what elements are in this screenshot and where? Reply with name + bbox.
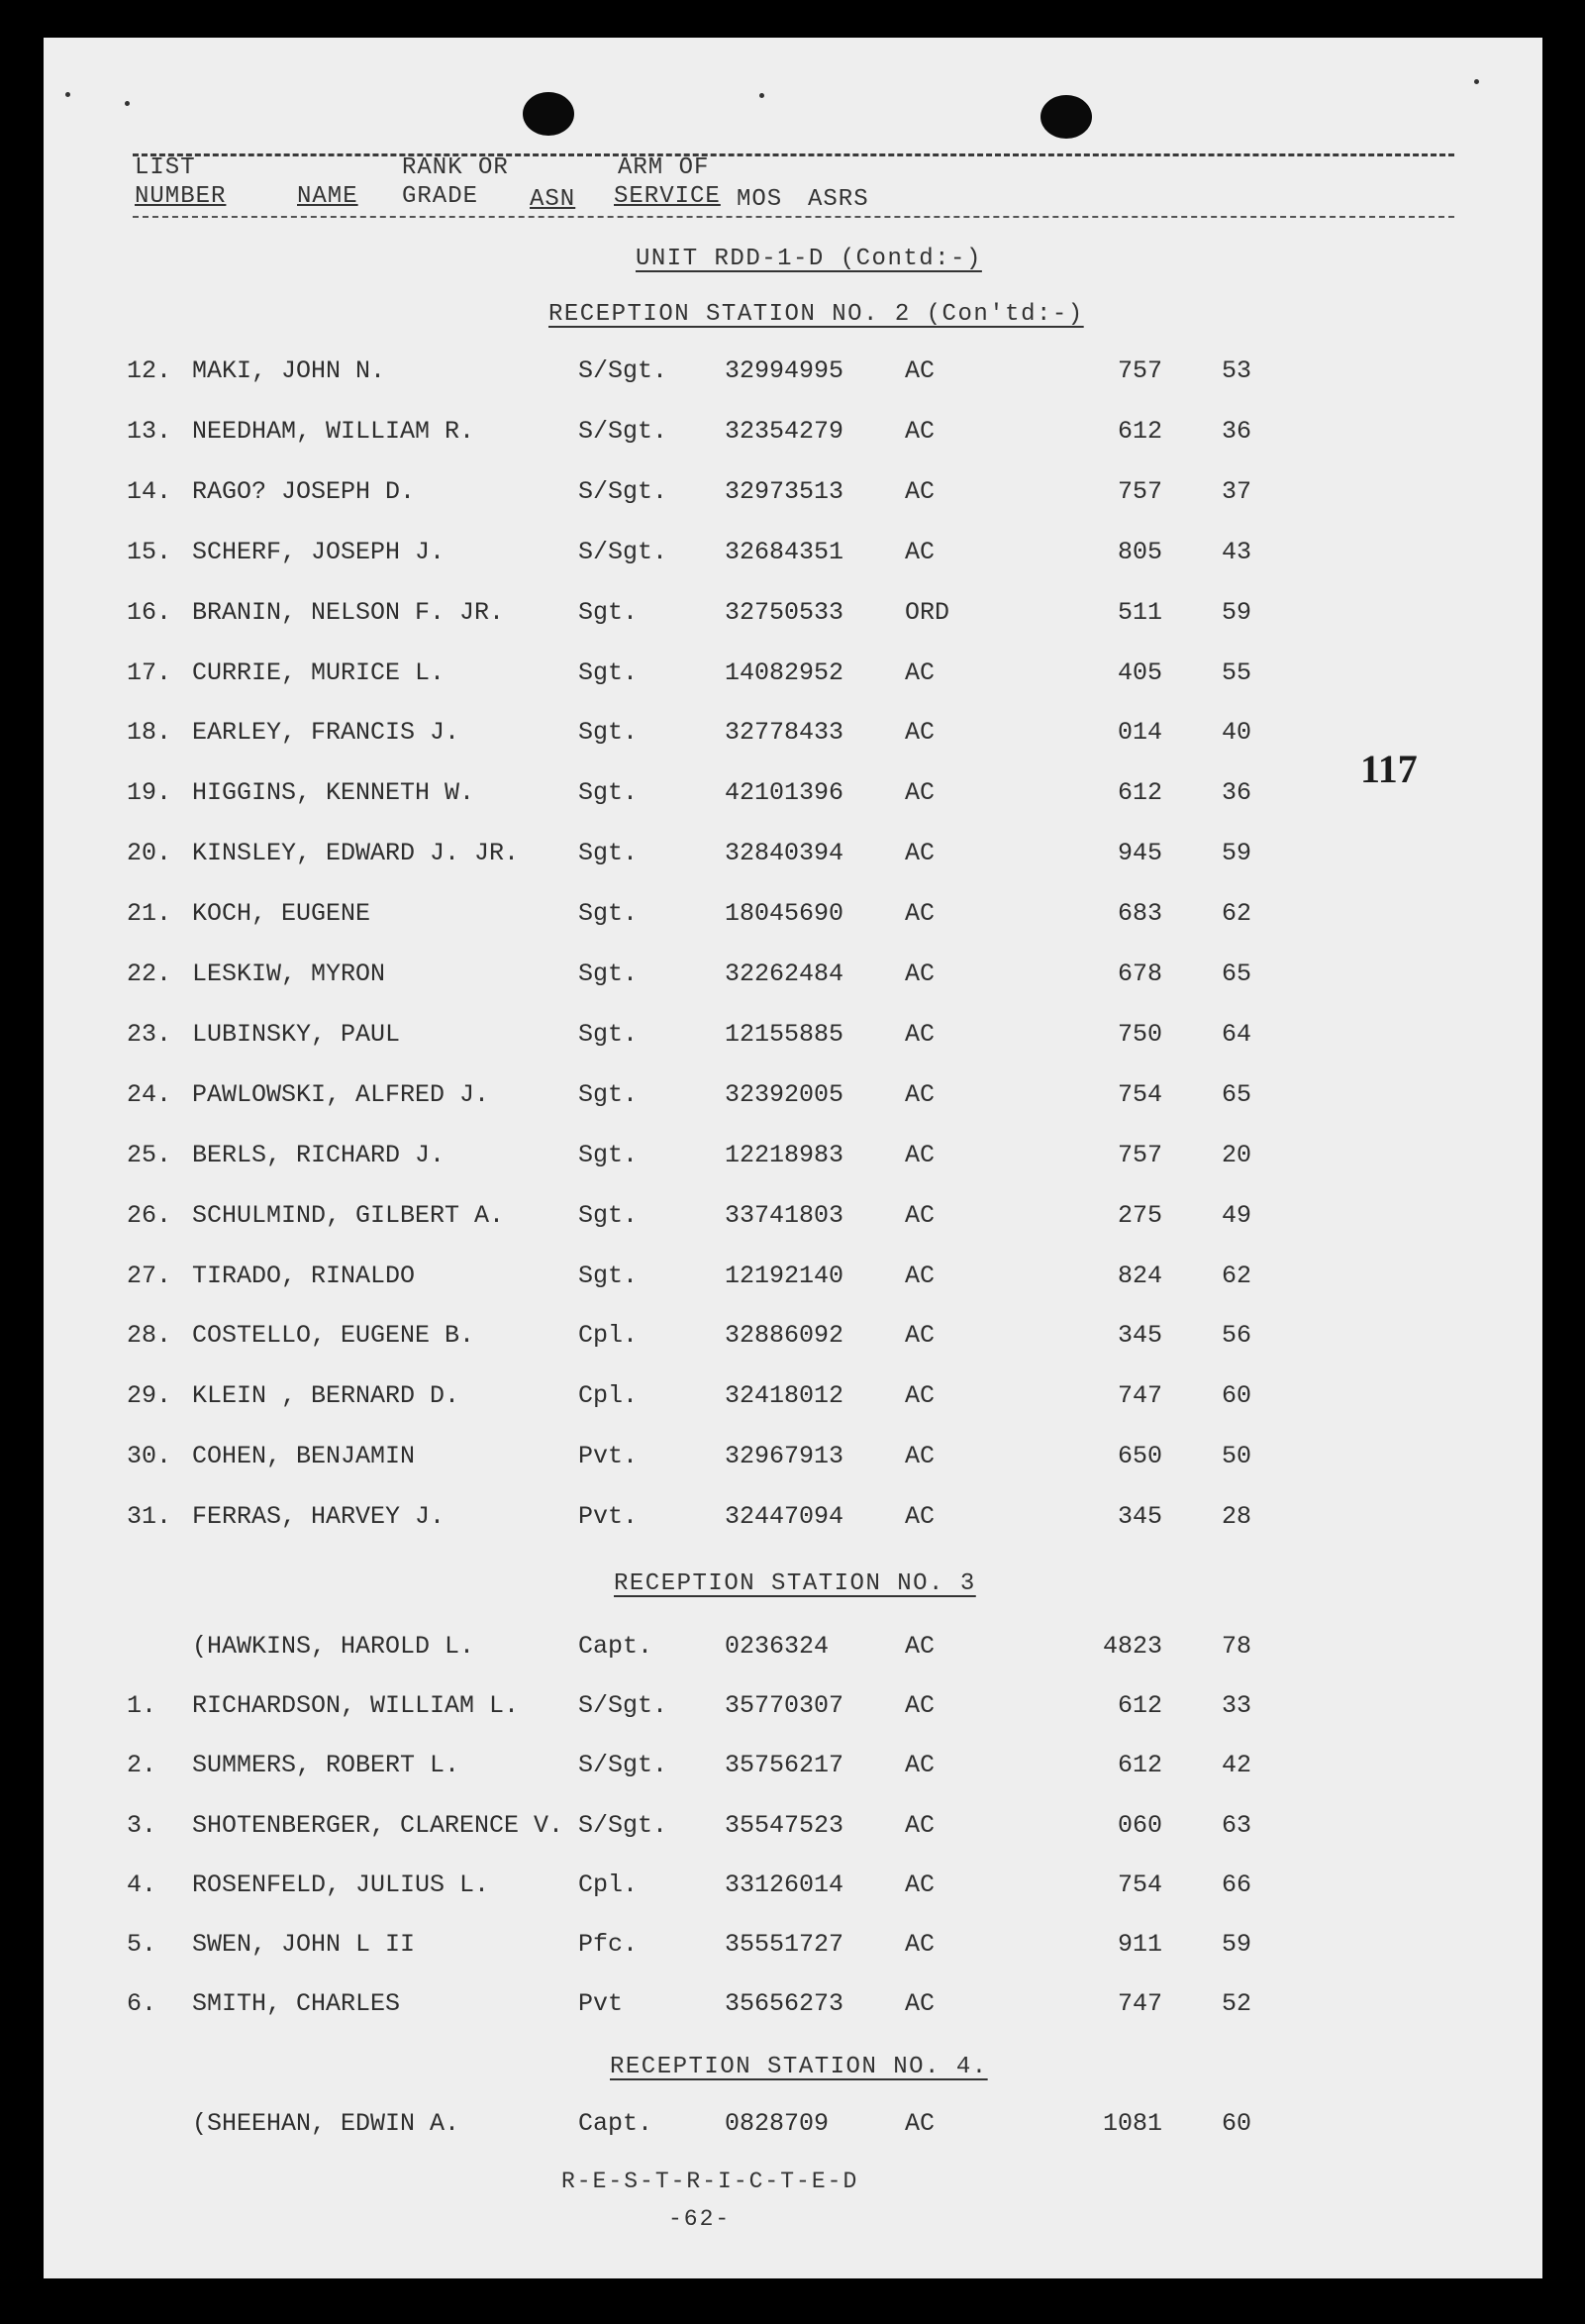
cell-asn: 35756217 xyxy=(725,1751,844,1779)
cell-mos: 060 xyxy=(1117,1811,1162,1840)
cell-asrs: 56 xyxy=(1221,1321,1251,1350)
cell-list-number: 28. xyxy=(127,1321,172,1350)
cell-asrs: 62 xyxy=(1221,1262,1251,1290)
cell-arm-of-service: AC xyxy=(905,1632,936,1661)
table-row xyxy=(44,1930,1542,1970)
cell-arm-of-service: AC xyxy=(905,1381,936,1410)
footer-classification: R-E-S-T-R-I-C-T-E-D xyxy=(561,2169,859,2194)
section-2-heading: RECEPTION STATION NO. 2 (Con'td:-) xyxy=(548,301,1084,328)
cell-rank: Sgt. xyxy=(578,718,639,747)
cell-arm-of-service: AC xyxy=(905,658,936,687)
cell-rank: S/Sgt. xyxy=(578,477,668,506)
speck xyxy=(759,93,764,98)
cell-name: PAWLOWSKI, ALFRED J. xyxy=(192,1080,490,1109)
cell-list-number: 2. xyxy=(127,1751,157,1779)
cell-name: CURRIE, MURICE L. xyxy=(192,658,446,687)
cell-list-number: 24. xyxy=(127,1080,172,1109)
cell-list-number: 1. xyxy=(127,1691,157,1720)
cell-name: HIGGINS, KENNETH W. xyxy=(192,778,475,807)
cell-arm-of-service: AC xyxy=(905,538,936,566)
cell-mos: 757 xyxy=(1117,477,1162,506)
footer-page-number: -62- xyxy=(668,2206,732,2232)
table-row xyxy=(44,356,1542,396)
cell-asrs: 65 xyxy=(1221,1080,1251,1109)
cell-asrs: 33 xyxy=(1221,1691,1251,1720)
cell-asrs: 78 xyxy=(1221,1632,1251,1661)
cell-mos: 612 xyxy=(1117,1691,1162,1720)
cell-arm-of-service: AC xyxy=(905,1989,936,2018)
cell-mos: 650 xyxy=(1117,1442,1162,1470)
cell-rank: Cpl. xyxy=(578,1870,639,1899)
cell-asn: 32262484 xyxy=(725,960,844,988)
cell-mos: 612 xyxy=(1117,778,1162,807)
cell-asrs: 42 xyxy=(1221,1751,1251,1779)
cell-asrs: 60 xyxy=(1221,2109,1251,2138)
document-page xyxy=(44,38,1542,2278)
header-rank-bottom: GRADE xyxy=(402,183,479,210)
cell-asn: 32392005 xyxy=(725,1080,844,1109)
cell-asn: 0236324 xyxy=(725,1632,830,1661)
header-mos: MOS xyxy=(737,186,783,213)
cell-list-number: 12. xyxy=(127,356,172,385)
header-name: NAME xyxy=(297,183,358,210)
table-row xyxy=(44,839,1542,878)
table-row xyxy=(44,538,1542,577)
cell-asn: 35547523 xyxy=(725,1811,844,1840)
cell-rank: Pvt. xyxy=(578,1442,639,1470)
cell-asrs: 64 xyxy=(1221,1020,1251,1049)
cell-list-number: 29. xyxy=(127,1381,172,1410)
cell-rank: S/Sgt. xyxy=(578,356,668,385)
cell-rank: Sgt. xyxy=(578,658,639,687)
speck xyxy=(65,92,70,97)
cell-asrs: 37 xyxy=(1221,477,1251,506)
table-row xyxy=(44,1502,1542,1542)
cell-list-number: 3. xyxy=(127,1811,157,1840)
cell-name: FERRAS, HARVEY J. xyxy=(192,1502,446,1531)
cell-asrs: 59 xyxy=(1221,1930,1251,1959)
cell-rank: S/Sgt. xyxy=(578,1691,668,1720)
table-row xyxy=(44,1262,1542,1301)
cell-mos: 275 xyxy=(1117,1201,1162,1230)
table-row xyxy=(44,477,1542,517)
table-row xyxy=(44,899,1542,939)
header-arm-bottom: SERVICE xyxy=(614,183,721,210)
cell-arm-of-service: AC xyxy=(905,1020,936,1049)
cell-rank: Capt. xyxy=(578,2109,653,2138)
cell-asn: 12192140 xyxy=(725,1262,844,1290)
cell-list-number: 5. xyxy=(127,1930,157,1959)
table-row xyxy=(44,1811,1542,1851)
cell-asn: 0828709 xyxy=(725,2109,830,2138)
cell-list-number: 16. xyxy=(127,598,172,627)
cell-mos: 747 xyxy=(1117,1381,1162,1410)
cell-rank: Capt. xyxy=(578,1632,653,1661)
cell-asrs: 49 xyxy=(1221,1201,1251,1230)
cell-mos: 612 xyxy=(1117,417,1162,446)
cell-list-number: 20. xyxy=(127,839,172,867)
cell-name: BRANIN, NELSON F. JR. xyxy=(192,598,505,627)
cell-arm-of-service: AC xyxy=(905,778,936,807)
cell-mos: 014 xyxy=(1117,718,1162,747)
cell-name: LUBINSKY, PAUL xyxy=(192,1020,401,1049)
cell-asrs: 62 xyxy=(1221,899,1251,928)
cell-asrs: 40 xyxy=(1221,718,1251,747)
cell-asrs: 63 xyxy=(1221,1811,1251,1840)
cell-asrs: 55 xyxy=(1221,658,1251,687)
table-row xyxy=(44,960,1542,999)
cell-rank: S/Sgt. xyxy=(578,1811,668,1840)
cell-name: (SHEEHAN, EDWIN A. xyxy=(192,2109,460,2138)
cell-asrs: 28 xyxy=(1221,1502,1251,1531)
cell-asrs: 53 xyxy=(1221,356,1251,385)
cell-arm-of-service: AC xyxy=(905,2109,936,2138)
cell-arm-of-service: AC xyxy=(905,960,936,988)
cell-arm-of-service: AC xyxy=(905,1442,936,1470)
cell-name: COSTELLO, EUGENE B. xyxy=(192,1321,475,1350)
cell-list-number: 18. xyxy=(127,718,172,747)
cell-arm-of-service: AC xyxy=(905,1930,936,1959)
cell-list-number: 21. xyxy=(127,899,172,928)
cell-asrs: 65 xyxy=(1221,960,1251,988)
cell-rank: Pvt. xyxy=(578,1502,639,1531)
cell-name: EARLEY, FRANCIS J. xyxy=(192,718,460,747)
cell-list-number: 26. xyxy=(127,1201,172,1230)
unit-heading: UNIT RDD-1-D (Contd:-) xyxy=(636,246,982,272)
cell-name: LESKIW, MYRON xyxy=(192,960,386,988)
cell-mos: 750 xyxy=(1117,1020,1162,1049)
cell-arm-of-service: AC xyxy=(905,899,936,928)
cell-rank: Sgt. xyxy=(578,1080,639,1109)
table-row xyxy=(44,598,1542,638)
cell-list-number: 31. xyxy=(127,1502,172,1531)
table-row xyxy=(44,778,1542,818)
cell-name: SHOTENBERGER, CLARENCE V. xyxy=(192,1811,564,1840)
cell-name: SWEN, JOHN L II xyxy=(192,1930,416,1959)
cell-asn: 35656273 xyxy=(725,1989,844,2018)
cell-asn: 33126014 xyxy=(725,1870,844,1899)
cell-asn: 18045690 xyxy=(725,899,844,928)
cell-asrs: 50 xyxy=(1221,1442,1251,1470)
cell-arm-of-service: AC xyxy=(905,417,936,446)
header-arm-top: ARM OF xyxy=(618,154,710,181)
header-asrs: ASRS xyxy=(808,186,869,213)
speck xyxy=(125,101,130,106)
cell-arm-of-service: AC xyxy=(905,1080,936,1109)
speck xyxy=(1474,79,1479,84)
cell-asn: 32967913 xyxy=(725,1442,844,1470)
cell-asn: 14082952 xyxy=(725,658,844,687)
cell-arm-of-service: AC xyxy=(905,1811,936,1840)
cell-mos: 911 xyxy=(1117,1930,1162,1959)
cell-mos: 945 xyxy=(1117,839,1162,867)
cell-mos: 824 xyxy=(1117,1262,1162,1290)
cell-name: KINSLEY, EDWARD J. JR. xyxy=(192,839,520,867)
cell-arm-of-service: AC xyxy=(905,718,936,747)
cell-name: KOCH, EUGENE xyxy=(192,899,371,928)
cell-asn: 42101396 xyxy=(725,778,844,807)
cell-list-number: 4. xyxy=(127,1870,157,1899)
cell-asn: 32684351 xyxy=(725,538,844,566)
cell-arm-of-service: AC xyxy=(905,1870,936,1899)
cell-name: SMITH, CHARLES xyxy=(192,1989,401,2018)
cell-mos: 4823 xyxy=(1102,1632,1162,1661)
cell-list-number: 22. xyxy=(127,960,172,988)
cell-rank: Pfc. xyxy=(578,1930,639,1959)
cell-asn: 35770307 xyxy=(725,1691,844,1720)
table-row xyxy=(44,1141,1542,1180)
cell-arm-of-service: ORD xyxy=(905,598,950,627)
cell-name: NEEDHAM, WILLIAM R. xyxy=(192,417,475,446)
cell-arm-of-service: AC xyxy=(905,1691,936,1720)
header-rule-bottom xyxy=(133,216,1454,218)
cell-name: SCHERF, JOSEPH J. xyxy=(192,538,446,566)
cell-mos: 612 xyxy=(1117,1751,1162,1779)
punch-hole-right xyxy=(1040,95,1092,139)
cell-list-number: 17. xyxy=(127,658,172,687)
cell-mos: 405 xyxy=(1117,658,1162,687)
cell-asn: 32447094 xyxy=(725,1502,844,1531)
cell-rank: Cpl. xyxy=(578,1381,639,1410)
cell-name: BERLS, RICHARD J. xyxy=(192,1141,446,1169)
table-row xyxy=(44,1020,1542,1060)
cell-arm-of-service: AC xyxy=(905,1201,936,1230)
cell-arm-of-service: AC xyxy=(905,1141,936,1169)
cell-rank: Sgt. xyxy=(578,1262,639,1290)
cell-mos: 754 xyxy=(1117,1870,1162,1899)
cell-name: TIRADO, RINALDO xyxy=(192,1262,416,1290)
cell-mos: 678 xyxy=(1117,960,1162,988)
punch-hole-left xyxy=(523,92,574,136)
section-3-heading: RECEPTION STATION NO. 3 xyxy=(614,1570,976,1597)
cell-rank: Sgt. xyxy=(578,1141,639,1169)
cell-list-number: 27. xyxy=(127,1262,172,1290)
cell-asn: 32354279 xyxy=(725,417,844,446)
cell-arm-of-service: AC xyxy=(905,1502,936,1531)
cell-arm-of-service: AC xyxy=(905,1262,936,1290)
cell-rank: S/Sgt. xyxy=(578,538,668,566)
cell-list-number: 6. xyxy=(127,1989,157,2018)
cell-asrs: 59 xyxy=(1221,839,1251,867)
cell-name: RAGO? JOSEPH D. xyxy=(192,477,416,506)
side-page-number: 117 xyxy=(1360,747,1418,791)
cell-rank: Sgt. xyxy=(578,1201,639,1230)
cell-asn: 32418012 xyxy=(725,1381,844,1410)
section-4-heading: RECEPTION STATION NO. 4. xyxy=(610,2054,988,2080)
cell-name: (HAWKINS, HAROLD L. xyxy=(192,1632,475,1661)
cell-list-number: 14. xyxy=(127,477,172,506)
cell-list-number: 19. xyxy=(127,778,172,807)
table-row xyxy=(44,658,1542,698)
cell-name: SUMMERS, ROBERT L. xyxy=(192,1751,460,1779)
header-list-top: LIST xyxy=(135,154,196,181)
cell-asrs: 36 xyxy=(1221,778,1251,807)
table-row xyxy=(44,1870,1542,1910)
cell-asn: 12155885 xyxy=(725,1020,844,1049)
cell-asn: 32750533 xyxy=(725,598,844,627)
cell-asrs: 43 xyxy=(1221,538,1251,566)
cell-rank: Sgt. xyxy=(578,598,639,627)
header-list-bottom: NUMBER xyxy=(135,183,227,210)
cell-mos: 1081 xyxy=(1102,2109,1162,2138)
cell-arm-of-service: AC xyxy=(905,1321,936,1350)
cell-rank: Sgt. xyxy=(578,1020,639,1049)
cell-asrs: 20 xyxy=(1221,1141,1251,1169)
cell-mos: 511 xyxy=(1117,598,1162,627)
cell-asn: 35551727 xyxy=(725,1930,844,1959)
cell-asn: 32840394 xyxy=(725,839,844,867)
cell-asn: 32778433 xyxy=(725,718,844,747)
cell-asn: 33741803 xyxy=(725,1201,844,1230)
cell-mos: 754 xyxy=(1117,1080,1162,1109)
cell-mos: 345 xyxy=(1117,1502,1162,1531)
cell-asrs: 59 xyxy=(1221,598,1251,627)
cell-arm-of-service: AC xyxy=(905,356,936,385)
table-row xyxy=(44,1080,1542,1120)
cell-rank: Cpl. xyxy=(578,1321,639,1350)
cell-name: ROSENFELD, JULIUS L. xyxy=(192,1870,490,1899)
table-row xyxy=(44,1321,1542,1361)
cell-rank: Sgt. xyxy=(578,960,639,988)
cell-mos: 757 xyxy=(1117,356,1162,385)
cell-asrs: 60 xyxy=(1221,1381,1251,1410)
cell-arm-of-service: AC xyxy=(905,1751,936,1779)
cell-asn: 32973513 xyxy=(725,477,844,506)
cell-rank: S/Sgt. xyxy=(578,1751,668,1779)
cell-name: COHEN, BENJAMIN xyxy=(192,1442,416,1470)
cell-arm-of-service: AC xyxy=(905,477,936,506)
cell-asn: 12218983 xyxy=(725,1141,844,1169)
cell-list-number: 30. xyxy=(127,1442,172,1470)
header-rank-top: RANK OR xyxy=(402,154,509,181)
cell-asn: 32886092 xyxy=(725,1321,844,1350)
cell-name: SCHULMIND, GILBERT A. xyxy=(192,1201,505,1230)
cell-rank: Sgt. xyxy=(578,839,639,867)
table-row xyxy=(44,1201,1542,1241)
cell-arm-of-service: AC xyxy=(905,839,936,867)
cell-rank: Pvt xyxy=(578,1989,624,2018)
table-row xyxy=(44,1381,1542,1421)
cell-rank: S/Sgt. xyxy=(578,417,668,446)
cell-rank: Sgt. xyxy=(578,778,639,807)
table-row xyxy=(44,2109,1542,2149)
cell-asrs: 36 xyxy=(1221,417,1251,446)
cell-name: KLEIN , BERNARD D. xyxy=(192,1381,460,1410)
cell-mos: 805 xyxy=(1117,538,1162,566)
table-row xyxy=(44,1691,1542,1731)
cell-name: RICHARDSON, WILLIAM L. xyxy=(192,1691,520,1720)
cell-asn: 32994995 xyxy=(725,356,844,385)
table-row xyxy=(44,1442,1542,1481)
cell-asrs: 52 xyxy=(1221,1989,1251,2018)
cell-rank: Sgt. xyxy=(578,899,639,928)
table-row xyxy=(44,1751,1542,1790)
cell-mos: 345 xyxy=(1117,1321,1162,1350)
cell-list-number: 25. xyxy=(127,1141,172,1169)
cell-mos: 757 xyxy=(1117,1141,1162,1169)
cell-list-number: 23. xyxy=(127,1020,172,1049)
cell-name: MAKI, JOHN N. xyxy=(192,356,386,385)
cell-mos: 683 xyxy=(1117,899,1162,928)
table-row xyxy=(44,1989,1542,2029)
cell-list-number: 15. xyxy=(127,538,172,566)
table-row xyxy=(44,1632,1542,1671)
cell-asrs: 66 xyxy=(1221,1870,1251,1899)
table-row xyxy=(44,718,1542,758)
header-asn: ASN xyxy=(530,186,576,213)
cell-list-number: 13. xyxy=(127,417,172,446)
table-row xyxy=(44,417,1542,456)
cell-mos: 747 xyxy=(1117,1989,1162,2018)
header-rule-top xyxy=(133,153,1454,156)
